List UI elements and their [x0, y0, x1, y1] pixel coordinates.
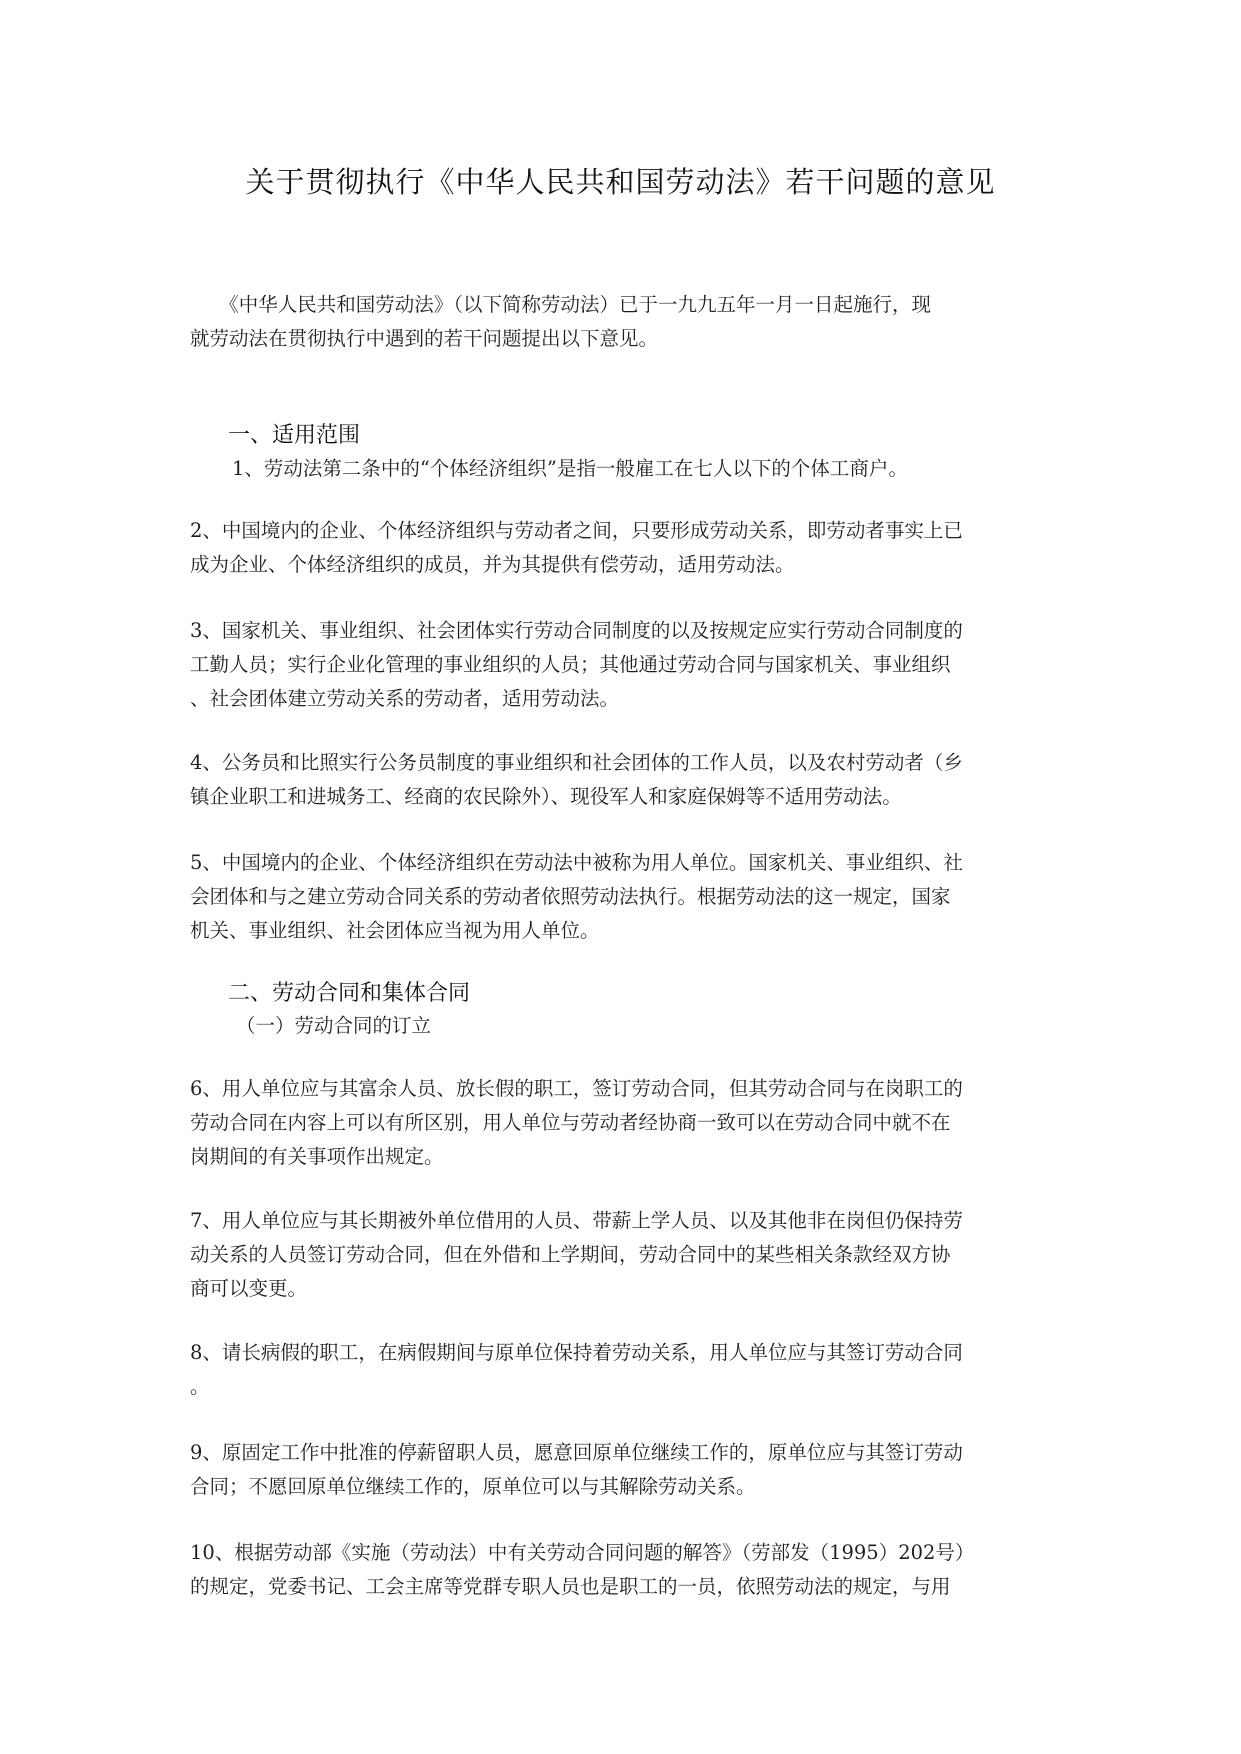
paragraph-item-5: 5、中国境内的企业、个体经济组织在劳动法中被称为用人单位。国家机关、事业组织、社 会团体和与之建立劳动合同关系的劳动者依照劳动法执行。根据劳动法的这一规定，国家 机关、事业组织、社会团体应当视为用人单位。	[190, 851, 963, 942]
paragraph-item-4: 4、公务员和比照实行公务员制度的事业组织和社会团体的工作人员，以及农村劳动者（乡 镇企业职工和进城务工、经商的农民除外）、现役军人和家庭保姆等不适用劳动法。	[190, 751, 963, 808]
intro-paragraph	[190, 288, 1060, 356]
intro-line: 就劳动法在贯彻执行中遇到的若干问题提出以下意见。	[190, 327, 659, 350]
paragraph-item-1: 1、劳动法第二条中的“个体经济组织”是指一般雇工在七人以下的个体工商户。	[232, 457, 908, 480]
paragraph-item-10: 10、根据劳动部《实施（劳动法）中有关劳动合同问题的解答》（劳部发（1995）202号） 的规定，党委书记、工会主席等党群专职人员也是职工的一员，依照劳动法的规定，与用	[190, 1541, 975, 1598]
intro-line: 《中华人民共和国劳动法》（以下简称劳动法）已于一九九五年一月一日起施行，现	[190, 293, 932, 316]
paragraph-item-2: 2、中国境内的企业、个体经济组织与劳动者之间，只要形成劳动关系，即劳动者事实上已 成为企业、个体经济组织的成员，并为其提供有偿劳动，适用劳动法。	[190, 519, 963, 576]
section-heading-contracts: 二、劳动合同和集体合同	[228, 981, 471, 1006]
paragraph-item-9: 9、原固定工作中批准的停薪留职人员，愿意回原单位继续工作的，原单位应与其签订劳动 合同；不愿回原单位继续工作的，原单位可以与其解除劳动关系。	[190, 1441, 963, 1498]
document-title: 关于贯彻执行《中华人民共和国劳动法》若干问题的意见	[245, 165, 996, 199]
section-heading-scope: 一、适用范围	[228, 423, 361, 448]
subsection-heading: （一）劳动合同的订立	[236, 1014, 432, 1037]
paragraph-item-8: 8、请长病假的职工，在病假期间与原单位保持着劳动关系，用人单位应与其签订劳动合同 。	[190, 1341, 963, 1398]
paragraph-item-6: 6、用人单位应与其富余人员、放长假的职工，签订劳动合同，但其劳动合同与在岗职工的 劳动合同在内容上可以有所区别，用人单位与劳动者经协商一致可以在劳动合同中就不在 岗期间的有关事项作出规定。	[190, 1077, 963, 1168]
paragraph-item-3: 3、国家机关、事业组织、社会团体实行劳动合同制度的以及按规定应实行劳动合同制度的 工勤人员；实行企业化管理的事业组织的人员；其他通过劳动合同与国家机关、事业组织 、社会团体建立劳动关系的劳动者，适用劳动法。	[190, 619, 963, 710]
paragraph-item-7: 7、用人单位应与其长期被外单位借用的人员、带薪上学人员、以及其他非在岗但仍保持劳 动关系的人员签订劳动合同，但在外借和上学期间，劳动合同中的某些相关条款经双方协 商可以变更。	[190, 1209, 963, 1300]
